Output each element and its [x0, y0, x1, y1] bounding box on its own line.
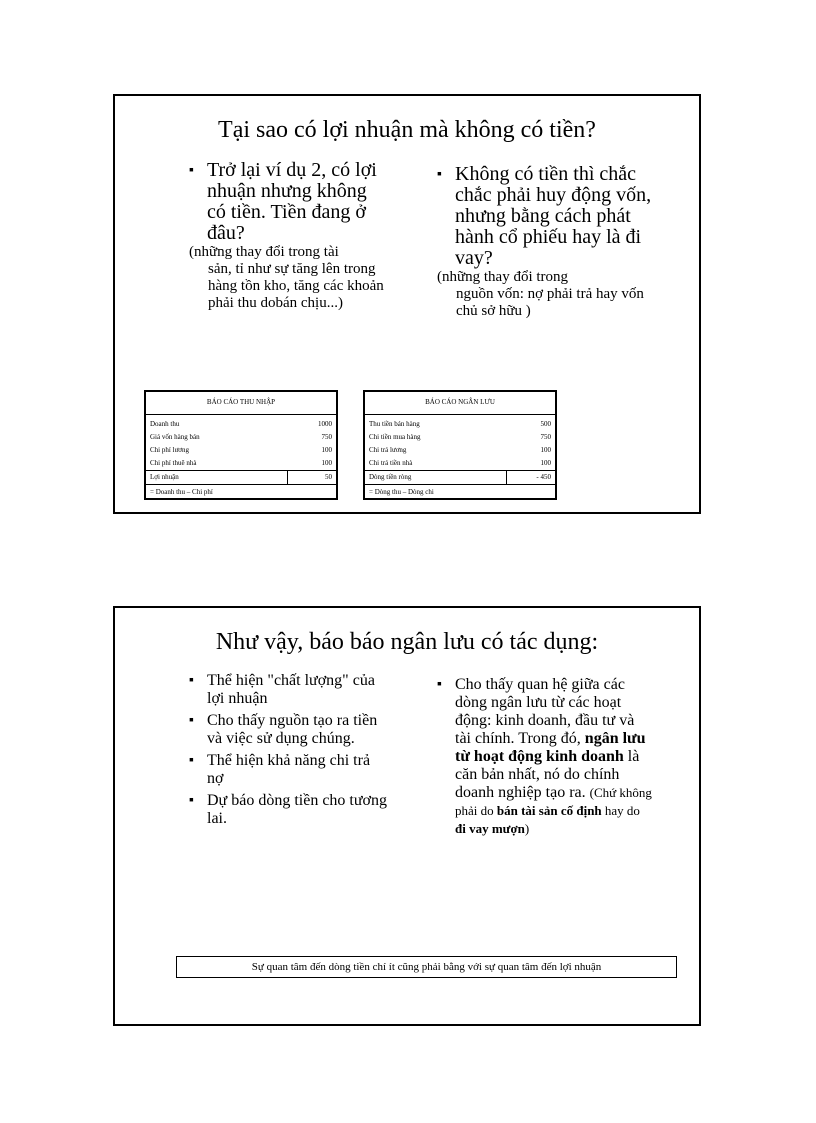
cashflow-rows — [365, 415, 555, 470]
income-rows — [146, 415, 336, 470]
table-row: Chi trả lương 100 — [369, 446, 551, 454]
table-row: Chi tiền mua hàng 750 — [369, 433, 551, 441]
right-bullet: ▪ Không có tiền thì chắc chắc phải huy động vốn, nhưng bằng cách phát hành cổ phiếu hay là đi vay? — [437, 164, 652, 269]
income-header: BÁO CÁO THU NHẬP — [146, 392, 336, 415]
table-row: Chi phí lương 100 — [150, 446, 332, 454]
slide-1 — [113, 94, 701, 514]
right-note-first: (những thay đổi trong — [437, 269, 569, 285]
table-row: Doanh thu 1000 — [150, 420, 332, 428]
income-total-row: Lợi nhuận 50 — [146, 470, 336, 485]
cashflow-header: BÁO CÁO NGÂN LƯU — [365, 392, 555, 415]
slide-1-right-column — [437, 164, 652, 320]
cashflow-total-row: Dòng tiền ròng - 450 — [365, 470, 555, 485]
left-note-rest: sản, tỉ như sự tăng lên trong hàng tồn kho, tăng các khoản phải thu dobán chịu...) — [208, 261, 384, 311]
table-row: Chi phí thuê nhà 100 — [150, 459, 332, 467]
slide-1-left-column — [189, 160, 389, 312]
right-note — [437, 269, 652, 320]
slide-1-title: Tại sao có lợi nhuận mà không có tiền? — [218, 117, 596, 143]
table-row: Thu tiền bán hàng 500 — [369, 420, 551, 428]
income-statement-table — [144, 390, 338, 500]
income-formula: = Doanh thu – Chi phí — [150, 488, 213, 496]
right-note-rest: nguồn vốn: nợ phải trả hay vốn chủ sở hữu ) — [456, 286, 644, 319]
cashflow-formula: = Dòng thu – Dòng chi — [369, 488, 434, 496]
left-bullet: ▪ Trở lại ví dụ 2, có lợi nhuận nhưng không có tiền. Tiền đang ở đâu? — [189, 160, 389, 244]
list-item: ▪ Cho thấy nguồn tạo ra tiền và việc sử dụng chúng. — [189, 712, 389, 748]
list-item: ▪ Dự báo dòng tiền cho tương lai. — [189, 792, 389, 828]
list-item: ▪ Thể hiện "chất lượng" của lợi nhuận — [189, 672, 389, 708]
table-row: Chi trả tiền nhà 100 — [369, 459, 551, 467]
footer-callout: Sự quan tâm đến dòng tiền chí ít cũng phải bằng với sự quan tâm đến lợi nhuận — [176, 956, 677, 978]
table-row: Giá vốn hàng bán 750 — [150, 433, 332, 441]
slide-2-left-column — [189, 672, 389, 828]
slide-2-right-column — [437, 676, 652, 838]
left-note — [189, 244, 389, 312]
slide-2-title: Như vậy, báo báo ngân lưu có tác dụng: — [215, 629, 599, 655]
list-item: ▪ Thể hiện khả năng chi trả nợ — [189, 752, 389, 788]
bold-phrase: ngân lưu từ hoạt động kinh doanh — [455, 730, 646, 765]
right-bullet-text: ▪ Cho thấy quan hệ giữa các dòng ngân lưu từ các hoạt động: kinh doanh, đầu tư và tài chính. Trong đó, ngân lưu từ hoạt động kinh doanh là căn bản nhất, nó do chính doanh nghiệp tạo ra. (Chứ không phải do bán tài sản cố định hay do đi vay mượn) — [437, 676, 652, 838]
cashflow-statement-table — [363, 390, 557, 500]
slide-2 — [113, 606, 701, 1026]
left-note-first: (những thay đổi trong tài — [189, 244, 339, 260]
